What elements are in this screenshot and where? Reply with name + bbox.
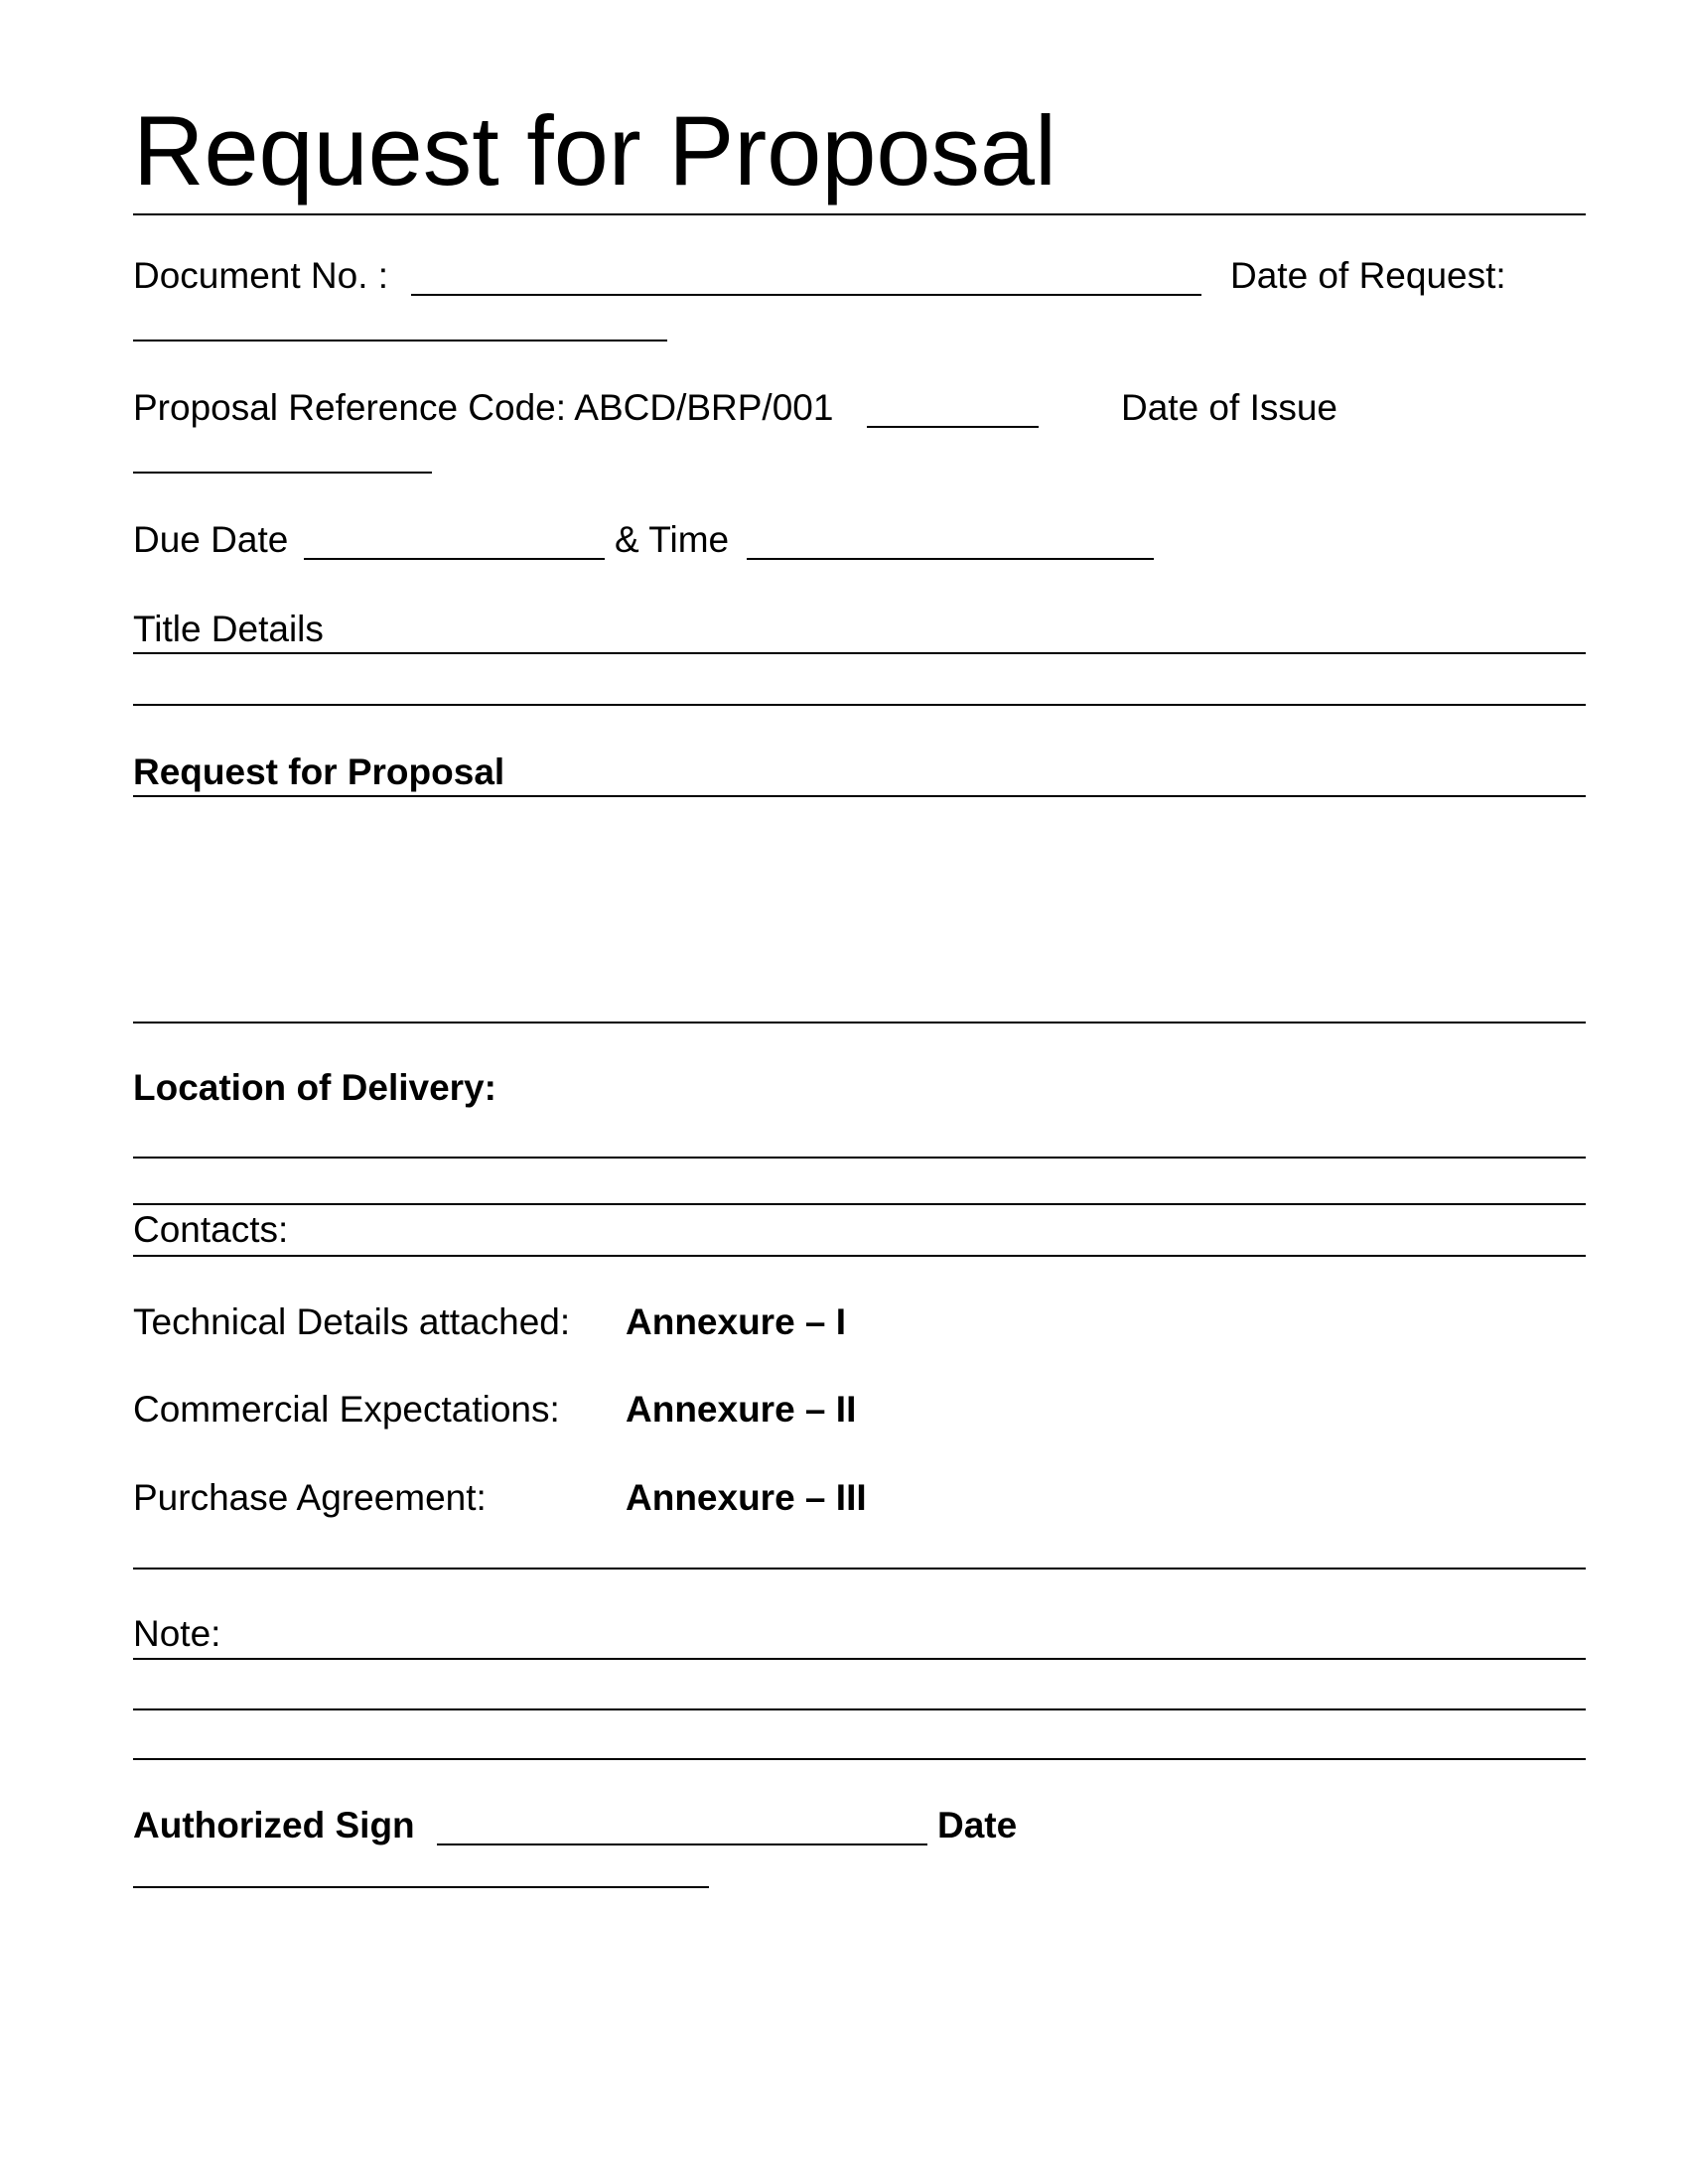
authorized-sign-label: Authorized Sign <box>133 1805 415 1845</box>
annexure-label-commercial: Commercial Expectations: <box>133 1389 560 1430</box>
date-of-request-field[interactable] <box>133 340 667 341</box>
date-of-issue-label: Date of Issue <box>1121 387 1338 428</box>
authorized-sign-field[interactable] <box>437 1843 927 1845</box>
date-of-issue-field[interactable] <box>133 472 432 474</box>
title-underline <box>133 213 1586 215</box>
annexure-value-purchase: Annexure – III <box>626 1477 867 1518</box>
note-label: Note: <box>133 1613 221 1654</box>
note-line-1[interactable] <box>133 1658 1586 1660</box>
location-line-2[interactable] <box>133 1203 1586 1205</box>
contacts-line[interactable] <box>133 1255 1586 1257</box>
due-date-label: Due Date <box>133 519 289 560</box>
date-of-request-label: Date of Request: <box>1230 255 1506 296</box>
request-section-heading: Request for Proposal <box>133 751 505 792</box>
proposal-reference-field[interactable] <box>867 426 1039 428</box>
request-section-bottom-line[interactable] <box>133 1022 1586 1024</box>
note-line-3[interactable] <box>133 1758 1586 1760</box>
note-line-2[interactable] <box>133 1708 1586 1710</box>
location-line-1[interactable] <box>133 1157 1586 1159</box>
title-details-line-2[interactable] <box>133 704 1586 706</box>
time-label: & Time <box>615 519 730 560</box>
contacts-label: Contacts: <box>133 1209 289 1250</box>
annexure-value-technical: Annexure – I <box>626 1301 847 1342</box>
signature-date-label: Date <box>937 1805 1018 1845</box>
annexure-label-purchase: Purchase Agreement: <box>133 1477 487 1518</box>
document-no-label: Document No. : <box>133 255 389 296</box>
location-of-delivery-heading: Location of Delivery: <box>133 1067 496 1108</box>
title-details-line[interactable] <box>133 652 1586 654</box>
due-date-field[interactable] <box>304 558 605 560</box>
document-no-field[interactable] <box>411 294 1201 296</box>
annexure-value-commercial: Annexure – II <box>626 1389 857 1430</box>
time-field[interactable] <box>747 558 1154 560</box>
proposal-reference-label: Proposal Reference Code: ABCD/BRP/001 <box>133 387 834 428</box>
annexure-label-technical: Technical Details attached: <box>133 1301 571 1342</box>
title-details-label: Title Details <box>133 609 324 649</box>
request-section-underline <box>133 795 1586 797</box>
annexure-divider <box>133 1568 1586 1570</box>
signature-date-field[interactable] <box>133 1886 709 1888</box>
page-title: Request for Proposal <box>133 95 1057 205</box>
